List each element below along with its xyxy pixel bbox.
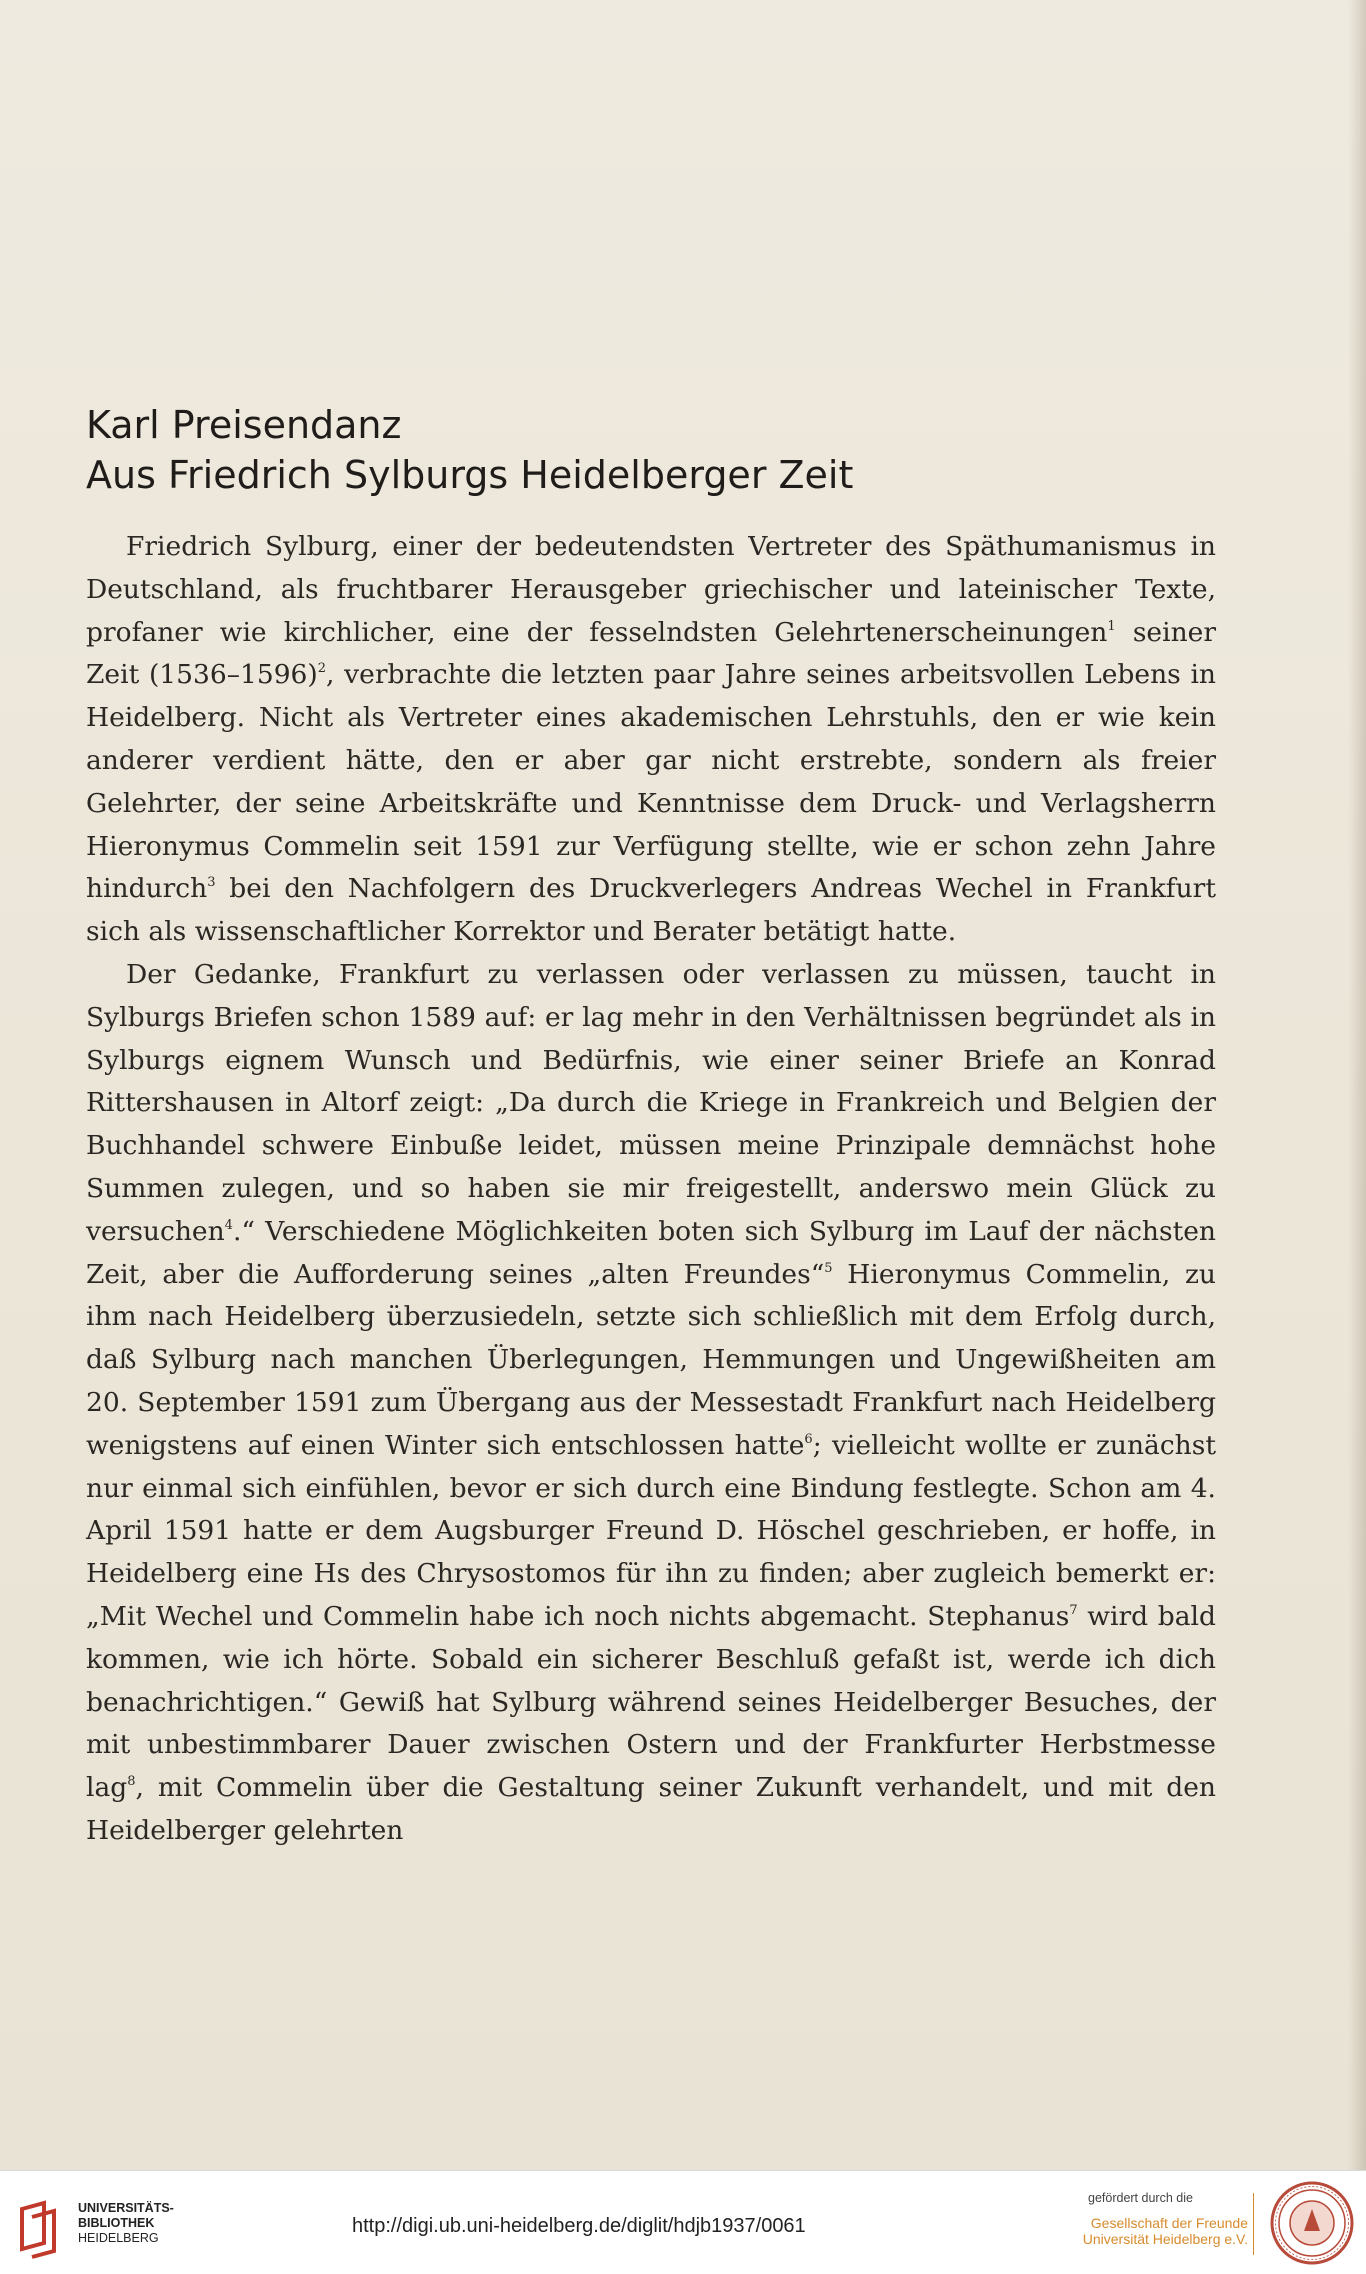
sponsored-by-label: gefördert durch die xyxy=(1088,2191,1193,2205)
body-paragraph xyxy=(86,954,1216,1853)
footnote-marker[interactable]: 8 xyxy=(127,1774,136,1790)
text-run: , verbrachte die letzten paar Jahre seines arbeitsvollen Lebens in Heidelberg. Nicht als Vertreter eines akademischen Lehrstuhls, den er wie kein anderer verdient hätte, den er aber gar nicht erstrebte, sondern als freier Gelehrter, der seine Arbeitskräfte und Kenntnisse dem Druck- und Verlagsherrn Hieronymus Commelin seit 1591 zur Verfügung stellte, wie er schon zehn Jahre hindurch xyxy=(86,659,1216,905)
author-name: Karl Preisendanz xyxy=(86,403,402,447)
library-name-line: BIBLIOTHEK xyxy=(78,2216,155,2230)
footer-divider xyxy=(1253,2193,1254,2255)
university-seal-icon[interactable] xyxy=(1268,2179,1356,2267)
text-run: Der Gedanke, Frankfurt zu verlassen oder verlassen zu müssen, taucht in Sylburgs Briefen schon 1589 auf: er lag mehr in den Verhältnissen begründet als in Sylburgs eignem Wunsch und Bedürfnis, wie einer seiner Briefe an Konrad Rittershausen in Altorf zeigt: „Da durch die Kriege in Frankreich und Belgien der Buchhandel schwere Einbuße leidet, müssen meine Prinzipale demnächst hohe Summen zulegen, und so haben sie mir freigestellt, anderswo mein Glück zu versuchen xyxy=(86,958,1216,1247)
text-run: wird bald kommen, wie ich hörte. Sobald ein sicherer Beschluß gefaßt ist, werde ich dich benachrichtigen.“ Gewiß hat Sylburg während seines Heidelberger Besuches, der mit unbestimmbarer Dauer zwischen Ostern und der Frankfurter Herbstmesse lag xyxy=(86,1600,1216,1804)
footnote-marker[interactable]: 7 xyxy=(1069,1602,1078,1618)
text-run: , mit Commelin über die Gestaltung seiner Zukunft verhandelt, und mit den Heidelberger gelehrten xyxy=(86,1772,1216,1846)
footnote-marker[interactable]: 4 xyxy=(224,1217,233,1233)
footnote-marker[interactable]: 2 xyxy=(317,661,327,677)
footnote-marker[interactable]: 1 xyxy=(1107,618,1116,634)
permalink-url[interactable]: http://digi.ub.uni-heidelberg.de/diglit/hdjb1937/0061 xyxy=(352,2215,806,2237)
footnote-marker[interactable]: 3 xyxy=(207,875,216,891)
footnote-marker[interactable]: 5 xyxy=(824,1260,833,1276)
article-body xyxy=(86,526,1216,1853)
text-run: Friedrich Sylburg, einer der bedeutendsten Vertreter des Späthumanismus in Deutschland, als fruchtbarer Herausgeber griechischer und lateinischer Texte, profaner wie kirchlicher, eine der fesselndsten Gelehrtenerscheinungen xyxy=(86,531,1216,648)
text-run: seiner Zeit (1536–1596) xyxy=(86,616,1217,691)
ub-heidelberg-logo-icon[interactable] xyxy=(14,2199,64,2259)
library-name[interactable] xyxy=(78,2201,174,2246)
sponsor-block[interactable] xyxy=(1048,2191,1248,2247)
sponsor-name-line: Universität Heidelberg e.V. xyxy=(1082,2231,1248,2247)
footnote-marker[interactable]: 6 xyxy=(804,1431,813,1447)
text-run: .“ Verschiedene Möglichkeiten boten sich Sylburg im Lauf der nächsten Zeit, aber die Aufforderung seines „alten Freundes“ xyxy=(86,1215,1216,1290)
library-name-line: HEIDELBERG xyxy=(78,2231,159,2245)
footer-bar xyxy=(0,2170,1366,2274)
text-run: bei den Nachfolgern des Druckverlegers Andreas Wechel in Frankfurt sich als wissenschaftlicher Korrektor und Berater betätigt hatte. xyxy=(86,873,1216,948)
text-run: ; vielleicht wollte er zunächst nur einmal sich einfühlen, bevor er sich durch eine Bindung festlegte. Schon am 4. April 1591 hatte er dem Augsburger Freund D. Höschel geschrieben, er hoffe, in Heidelberg eine Hs des Chrysostomos für ihn zu finden; aber zugleich bemerkt er: „Mit Wechel und Commelin habe ich noch nichts abgemacht. Stephanus xyxy=(86,1429,1216,1632)
article-title: Aus Friedrich Sylburgs Heidelberger Zeit xyxy=(86,453,854,497)
article xyxy=(86,400,1216,1853)
library-name-line: UNIVERSITÄTS- xyxy=(78,2201,174,2215)
sponsor-name-line: Gesellschaft der Freunde xyxy=(1090,2215,1248,2231)
text-run: Hieronymus Commelin, zu ihm nach Heidelberg überzusiedeln, setzte sich schließlich mit dem Erfolg durch, daß Sylburg nach manchen Überlegungen, Hemmungen und Ungewißheiten am 20. September 1591 zum Übergang aus der Messestadt Frankfurt nach Heidelberg wenigstens auf einen Winter sich entschlossen hatte xyxy=(86,1258,1216,1461)
body-paragraph xyxy=(86,526,1216,954)
